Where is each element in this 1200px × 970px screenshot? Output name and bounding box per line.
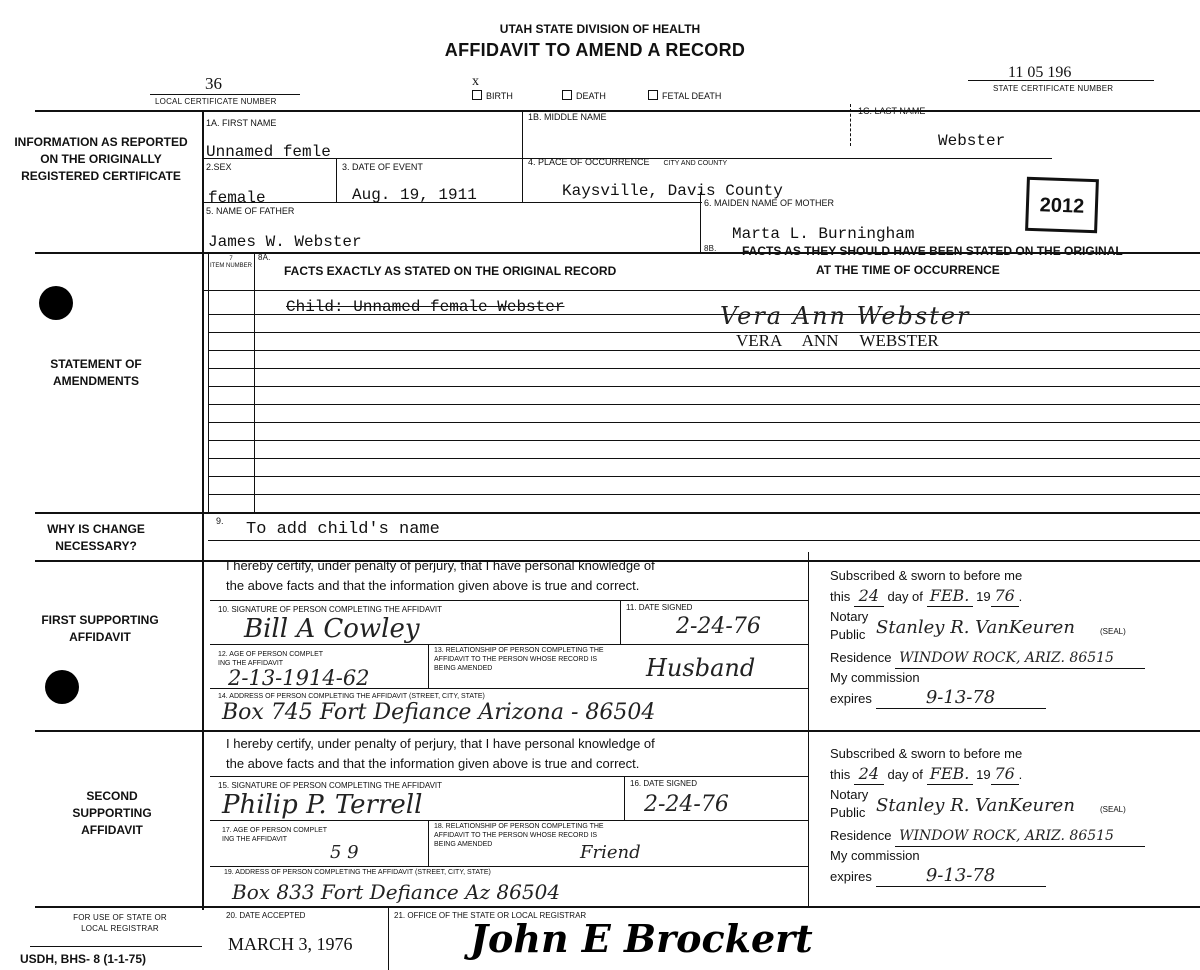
registration-stamp: 2012 [1025, 177, 1099, 233]
registrar-signature[interactable]: John E Brockert [470, 916, 813, 961]
first-notary-block: Subscribed & sworn to before me this 24 day of FEB. 19 76 . Notary Public Stanley R. VanKeuren (SEAL) Residence WINDOW ROCK, ARIZ. 86515 My commission expires 9-13-78 [830, 566, 1160, 716]
last-name-value[interactable]: Webster [938, 132, 1006, 150]
second-notary-residence[interactable]: WINDOW ROCK, ARIZ. 86515 [895, 826, 1145, 847]
second-signature[interactable]: Philip P. Terrell [222, 790, 423, 820]
first-address-value[interactable]: Box 745 Fort Defiance Arizona - 86504 [222, 700, 656, 725]
last-name-label: 1C. LAST NAME [858, 106, 926, 116]
punch-hole [45, 670, 79, 704]
place-value[interactable]: Kaysville, Davis County [562, 182, 783, 200]
middle-name-label: 1B. MIDDLE NAME [528, 112, 607, 122]
registrar-office-label: 21. OFFICE OF THE STATE OR LOCAL REGISTRAR [394, 911, 587, 920]
date-accepted-value[interactable]: MARCH 3, 1976 [228, 934, 353, 954]
mother-value[interactable]: Marta L. Burningham [732, 225, 915, 243]
amendments-section-label: STATEMENT OF AMENDMENTS [50, 357, 142, 388]
second-age-value[interactable]: 5 9 [330, 842, 359, 863]
second-affidavit-label: SECOND SUPPORTING AFFIDAVIT [72, 789, 152, 837]
why-section-label: WHY IS CHANGE NECESSARY? [47, 522, 145, 553]
first-affidavit-label: FIRST SUPPORTING AFFIDAVIT [41, 613, 159, 644]
second-notary-expires[interactable]: 9-13-78 [876, 866, 1046, 887]
first-certify-statement: I hereby certify, under penalty of perjury, that I have personal knowledge of the above facts and that the information given above is true and correct. [226, 558, 655, 593]
first-notary-signature[interactable]: Stanley R. VanKeuren [876, 617, 1075, 638]
second-notary-signature[interactable]: Stanley R. VanKeuren [876, 795, 1075, 816]
mother-label: 6. MAIDEN NAME OF MOTHER [704, 198, 835, 208]
why-value[interactable]: To add child's name [246, 520, 440, 539]
second-signature-label: 15. SIGNATURE OF PERSON COMPLETING THE AFFIDAVIT [218, 781, 443, 790]
first-address-label: 14. ADDRESS OF PERSON COMPLETING THE AFFIDAVIT (STREET, CITY, STATE) [218, 693, 485, 700]
sex-label: 2.SEX [206, 162, 232, 172]
corrected-fact-handwritten: Vera Ann Webster [720, 302, 971, 330]
first-relationship-label: 13. RELATIONSHIP OF PERSON COMPLETING THE AFFIDAVIT TO THE PERSON WHOSE RECORD IS BEING AMENDED [434, 647, 604, 672]
death-checkmark: x [472, 74, 479, 89]
second-date-label: 16. DATE SIGNED [630, 779, 697, 788]
date-accepted-label: 20. DATE ACCEPTED [226, 911, 306, 920]
first-relationship-value[interactable]: Husband [646, 654, 756, 682]
date-of-event-value[interactable]: Aug. 19, 1911 [352, 186, 477, 204]
first-name-label: 1A. FIRST NAME [206, 118, 277, 128]
first-age-label: 12. AGE OF PERSON COMPLET ING THE AFFIDAVIT [218, 651, 324, 667]
item-number-header: 7 ITEM NUMBER [210, 256, 252, 269]
original-section-label: INFORMATION AS REPORTED ON THE ORIGINALLY REGISTERED CERTIFICATE [14, 135, 188, 183]
sex-value[interactable]: female [208, 189, 266, 207]
corrected-fact-typed[interactable]: VERA ANN WEBSTER [736, 331, 939, 350]
original-fact-value[interactable]: Child: Unnamed female Webster [286, 298, 565, 316]
form-id: USDH, BHS- 8 (1-1-75) [20, 952, 147, 966]
birth-option[interactable]: BIRTH [472, 90, 513, 101]
second-relationship-label: 18. RELATIONSHIP OF PERSON COMPLETING THE AFFIDAVIT TO THE PERSON WHOSE RECORD IS BEING AMENDED [434, 823, 604, 848]
first-notary-residence[interactable]: WINDOW ROCK, ARIZ. 86515 [895, 648, 1145, 669]
first-signature[interactable]: Bill A Cowley [244, 614, 420, 644]
death-checkbox[interactable] [562, 90, 572, 100]
column-8a-header: FACTS EXACTLY AS STATED ON THE ORIGINAL RECORD [284, 264, 617, 278]
fetal-death-checkbox[interactable] [648, 90, 658, 100]
first-age-value[interactable]: 2-13-1914-62 [228, 666, 370, 690]
date-of-event-label: 3. DATE OF EVENT [342, 162, 423, 172]
second-certify-statement: I hereby certify, under penalty of perjury, that I have personal knowledge of the above facts and that the information given above is true and correct. [226, 736, 655, 771]
second-address-label: 19. ADDRESS OF PERSON COMPLETING THE AFFIDAVIT (STREET, CITY, STATE) [224, 869, 491, 876]
father-value[interactable]: James W. Webster [208, 233, 362, 251]
local-certificate-label: LOCAL CERTIFICATE NUMBER [155, 97, 277, 106]
punch-hole [39, 286, 73, 320]
second-date-value[interactable]: 2-24-76 [644, 792, 729, 817]
second-address-value[interactable]: Box 833 Fort Defiance Az 86504 [232, 880, 561, 904]
form-title: AFFIDAVIT TO AMEND A RECORD [444, 40, 746, 60]
first-signature-label: 10. SIGNATURE OF PERSON COMPLETING THE AFFIDAVIT [218, 605, 443, 614]
why-number: 9. [216, 516, 224, 526]
state-certificate-label: STATE CERTIFICATE NUMBER [993, 84, 1114, 93]
second-notary-block: Subscribed & sworn to before me this 24 day of FEB. 19 76 . Notary Public Stanley R. VanKeuren (SEAL) Residence WINDOW ROCK, ARIZ. 86515 My commission expires 9-13-78 [830, 744, 1160, 894]
fetal-death-option[interactable]: FETAL DEATH [648, 90, 721, 101]
second-age-label: 17. AGE OF PERSON COMPLET ING THE AFFIDAVIT [222, 827, 328, 843]
place-label: 4. PLACE OF OCCURRENCE CITY AND COUNTY [528, 157, 728, 167]
agency-name: UTAH STATE DIVISION OF HEALTH [499, 22, 701, 36]
column-8b-header: FACTS AS THEY SHOULD HAVE BEEN STATED ON THE ORIGINAL AT THE TIME OF OCCURRENCE [742, 244, 1123, 277]
column-8a-number: 8A. [258, 253, 271, 262]
birth-checkbox[interactable] [472, 90, 482, 100]
father-label: 5. NAME OF FATHER [206, 206, 295, 216]
first-date-label: 11. DATE SIGNED [626, 603, 693, 612]
death-option[interactable]: DEATH [562, 90, 606, 101]
state-certificate-value: 11 05 196 [1008, 64, 1072, 81]
registrar-section-label: FOR USE OF STATE OR LOCAL REGISTRAR [73, 913, 167, 933]
first-notary-expires[interactable]: 9-13-78 [876, 688, 1046, 709]
first-date-value[interactable]: 2-24-76 [676, 614, 761, 639]
first-name-value[interactable]: Unnamed femle [206, 143, 331, 161]
column-8b-number: 8B. [704, 244, 717, 253]
second-relationship-value[interactable]: Friend [580, 842, 641, 863]
local-certificate-value: 36 [205, 74, 222, 93]
